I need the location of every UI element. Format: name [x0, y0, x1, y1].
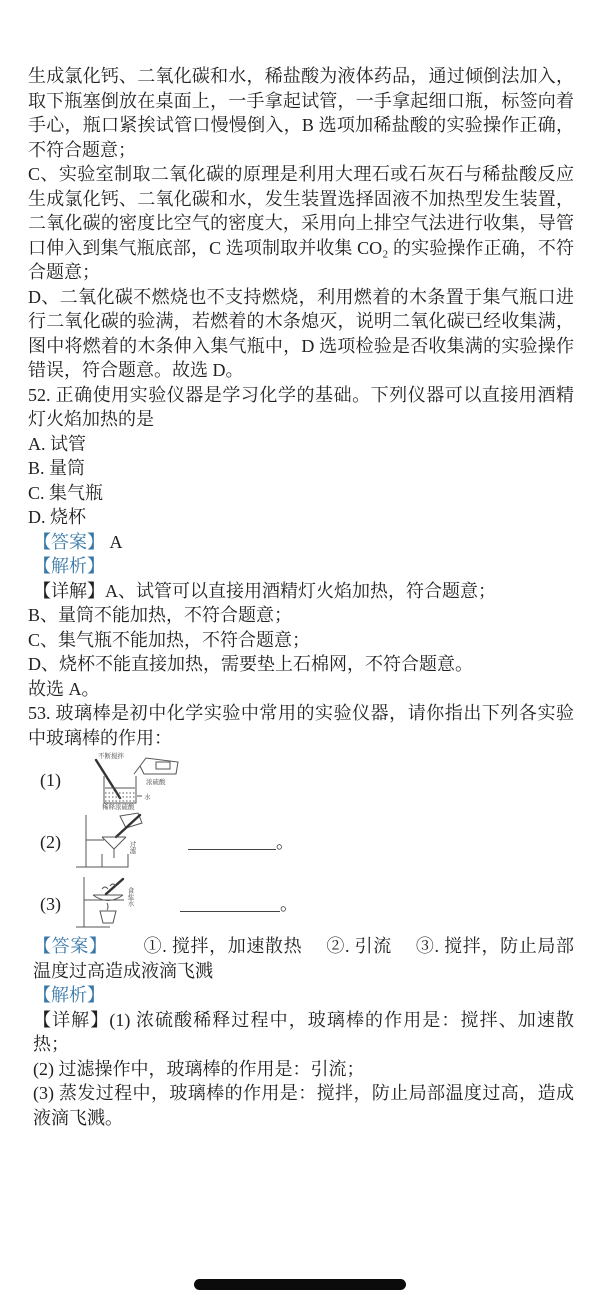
answer-tag: 【答案】 [33, 531, 105, 552]
collecting-beaker [102, 854, 128, 867]
q53-detail-3: (3) 蒸发过程中，玻璃棒的作用是：搅拌，防止局部温度过高，造成液滴飞溅。 [33, 1083, 574, 1128]
analysis-tag: 【解析】 [33, 556, 105, 576]
alcohol-lamp [100, 911, 116, 923]
glass-rod [116, 815, 140, 837]
q52-answer-line [28, 530, 574, 555]
item-number: (1) [40, 769, 61, 790]
answer-blank-3 [180, 897, 280, 912]
q52-detail-3: C、集气瓶不能加热，不符合题意； [28, 629, 311, 650]
item-number: (3) [40, 893, 61, 914]
dilution-caption: 稀释浓硫酸 [102, 804, 135, 810]
acid-label: 浓硫酸 [146, 779, 166, 786]
funnel [114, 837, 126, 849]
q53-detail-1: 【详解】(1) 浓硫酸稀释过程中，玻璃棒的作用是：搅拌、加速散热； [33, 1009, 574, 1054]
q53-answer-item-1: ①. 搅拌，加速散热 [143, 936, 303, 956]
q53-answer-line [28, 934, 574, 983]
q52-option-b: B. 量筒 [28, 458, 86, 478]
q52-detail-2: B、量筒不能加热，不符合题意； [28, 605, 293, 625]
evaporation-diagram [74, 875, 166, 933]
filtration-diagram [74, 811, 174, 873]
q53-stem: 53. 玻璃棒是初中化学实验中常用的实验仪器，请你指出下列各实验中玻璃棒的作用： [28, 703, 574, 748]
glass-rod [96, 760, 120, 798]
q52-detail-4: D、烧杯不能直接加热，需要垫上石棉网，不符合题意。 [28, 654, 473, 674]
q52-option-d: D. 烧杯 [28, 507, 86, 527]
period: 。 [276, 831, 294, 852]
period: 。 [280, 893, 298, 914]
q53-answer-item-2: ②. 引流 [326, 936, 392, 956]
q52-answer-value: A [109, 531, 123, 552]
reagent-bottle [140, 758, 178, 774]
q53-item-2 [28, 810, 574, 874]
brine-label: 食盐水 [126, 887, 134, 907]
q53-item-3 [28, 874, 574, 934]
q53-detail-2: (2) 过滤操作中，玻璃棒的作用是：引流； [33, 1058, 365, 1079]
flame [107, 903, 108, 910]
dilution-stir-label: 不断搅拌 [98, 753, 124, 760]
water-label: 水 [144, 794, 151, 801]
q53-analysis-line [28, 983, 574, 1008]
q52-analysis-line [28, 554, 574, 579]
q52-stem: 52. 正确使用实验仪器是学习化学的基础。下列仪器可以直接用酒精灯火焰加热的是 [28, 384, 574, 429]
q51-analysis-b: 生成氯化钙、二氧化碳和水，稀盐酸为液体药品，通过倾倒法加入，取下瓶塞倒放在桌面上，一手拿起试管，一手拿起细口瓶，标签向着手心，瓶口紧挨试管口慢慢倒入，B 选项加稀盐酸的实验操作正确，不符合题意； [28, 66, 574, 160]
bottle-label [156, 762, 170, 769]
filtration-label: 过滤 [128, 841, 136, 854]
q51-analysis-d: D、二氧化碳不燃烧也不支持燃烧，利用燃着的木条置于集气瓶口进行二氧化碳的验满，若燃着的木条熄灭，说明二氧化碳已经收集满，图中将燃着的木条伸入集气瓶中，D 选项检验是否收集满的实验操作错误，符合题意。故选 D。 [28, 286, 574, 380]
answer-blank-2 [188, 835, 276, 850]
q52-option-a: A. 试管 [28, 433, 86, 454]
q53-answer-item-3: ③. 搅拌，防止局部温度过高造成液滴飞溅 [33, 936, 575, 981]
glass-rod [106, 879, 123, 894]
answer-tag: 【答案】 [33, 936, 108, 956]
dilution-diagram [74, 750, 202, 810]
q52-detail-1: 【详解】A、试管可以直接用酒精灯火焰加热，符合题意； [33, 580, 496, 601]
home-indicator-bar[interactable] [194, 1279, 406, 1290]
analysis-tag: 【解析】 [33, 985, 105, 1005]
q51-analysis-c: C、实验室制取二氧化碳的原理是利用大理石或石灰石与稀盐酸反应生成氯化钙、二氧化碳和水，发生装置选择固液不加热型发生装置，二氧化碳的密度比空气的密度大，采用向上排空气法进行收集，导管口伸入到集气瓶底部，C 选项制取并收集 CO₂ 的实验操作正确，不符合题意； [28, 164, 574, 282]
q53-item-1 [28, 750, 574, 810]
item-number: (2) [40, 831, 61, 852]
q52-detail-5: 故选 A。 [28, 678, 100, 699]
q52-option-c: C. 集气瓶 [28, 482, 104, 503]
